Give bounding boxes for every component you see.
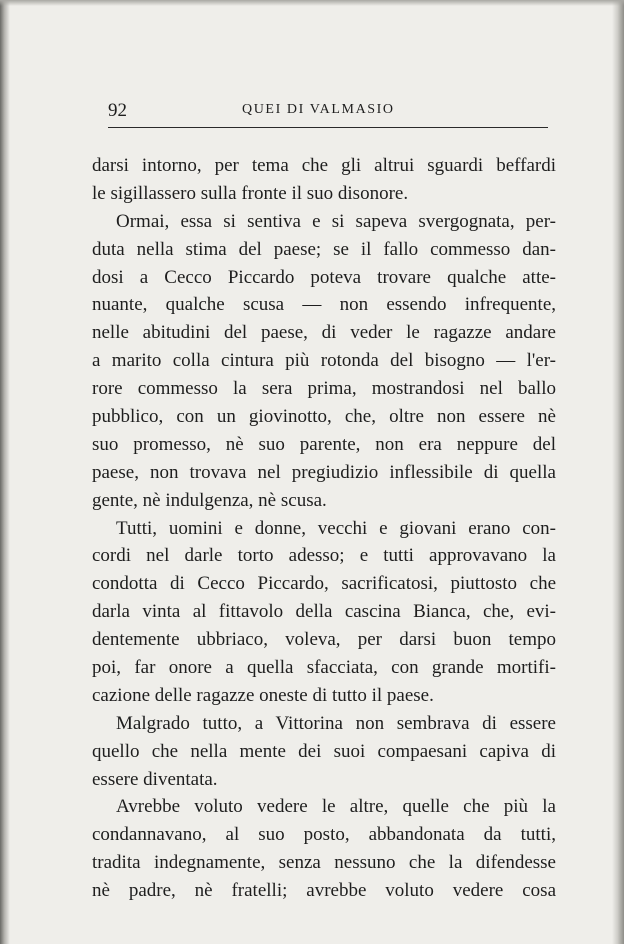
text-line: Ormai, essa si sentiva e si sapeva svergognata, per- [116,210,556,232]
text-line: dosi a Cecco Piccardo poteva trovare qualche atte- [92,266,556,288]
page-header [108,98,548,124]
page-edge-shadow [612,0,624,944]
text-line: gente, nè indulgenza, nè scusa. [92,489,327,511]
text-line: essere diventata. [92,768,218,790]
page-binding-shadow [0,0,10,944]
text-line: paese, non trovava nel pregiudizio inflessibile di quella [92,461,556,483]
text-line: rore commesso la sera prima, mostrandosi nel ballo [92,378,556,400]
text-line: cordi nel darle torto adesso; e tutti approvavano la [92,545,556,567]
text-line: nelle abitudini del paese, di veder le ragazze andare [92,322,556,344]
text-line: darsi intorno, per tema che gli altrui sguardi beffardi [92,155,556,176]
text-line: condotta di Cecco Piccardo, sacrificatosi, piuttosto che [92,573,556,595]
header-rule [108,127,548,128]
text-line: suo promesso, nè suo parente, non era neppure del [92,433,556,455]
text-line: Tutti, uomini e donne, vecchi e giovani erano con- [116,517,556,539]
text-line: Avrebbe voluto vedere le altre, quelle che più la [116,796,556,818]
page-top-edge [0,0,624,6]
text-line: le sigillassero sulla fronte il suo disonore. [92,182,409,204]
page-number: 92 [108,100,127,121]
text-line: a marito colla cintura più rotonda del bisogno — l'er- [92,350,556,372]
text-line: quello che nella mente dei suoi compaesani capiva di [92,740,556,762]
text-line: darla vinta al fittavolo della cascina Bianca, che, evi- [92,601,556,623]
text-line: nè padre, nè fratelli; avrebbe voluto vedere cosa [92,880,556,902]
running-title: QUEI DI VALMASIO [242,102,395,117]
text-line: poi, far onore a quella sfacciata, con grande mortifi- [92,657,556,679]
text-line: Malgrado tutto, a Vittorina non sembrava di essere [116,712,556,734]
body-text [92,152,556,905]
text-line: pubblico, con un giovinotto, che, oltre non essere nè [92,406,556,428]
text-line: tradita indegnamente, senza nessuno che la difendesse [92,852,556,874]
text-line: cazione delle ragazze oneste di tutto il paese. [92,684,434,706]
text-line: condannavano, al suo posto, abbandonata da tutti, [92,824,556,846]
text-line: dentemente ubbriaco, voleva, per darsi buon tempo [92,629,556,651]
text-line: duta nella stima del paese; se il fallo commesso dan- [92,238,556,260]
text-line: nuante, qualche scusa — non essendo infrequente, [92,294,556,316]
